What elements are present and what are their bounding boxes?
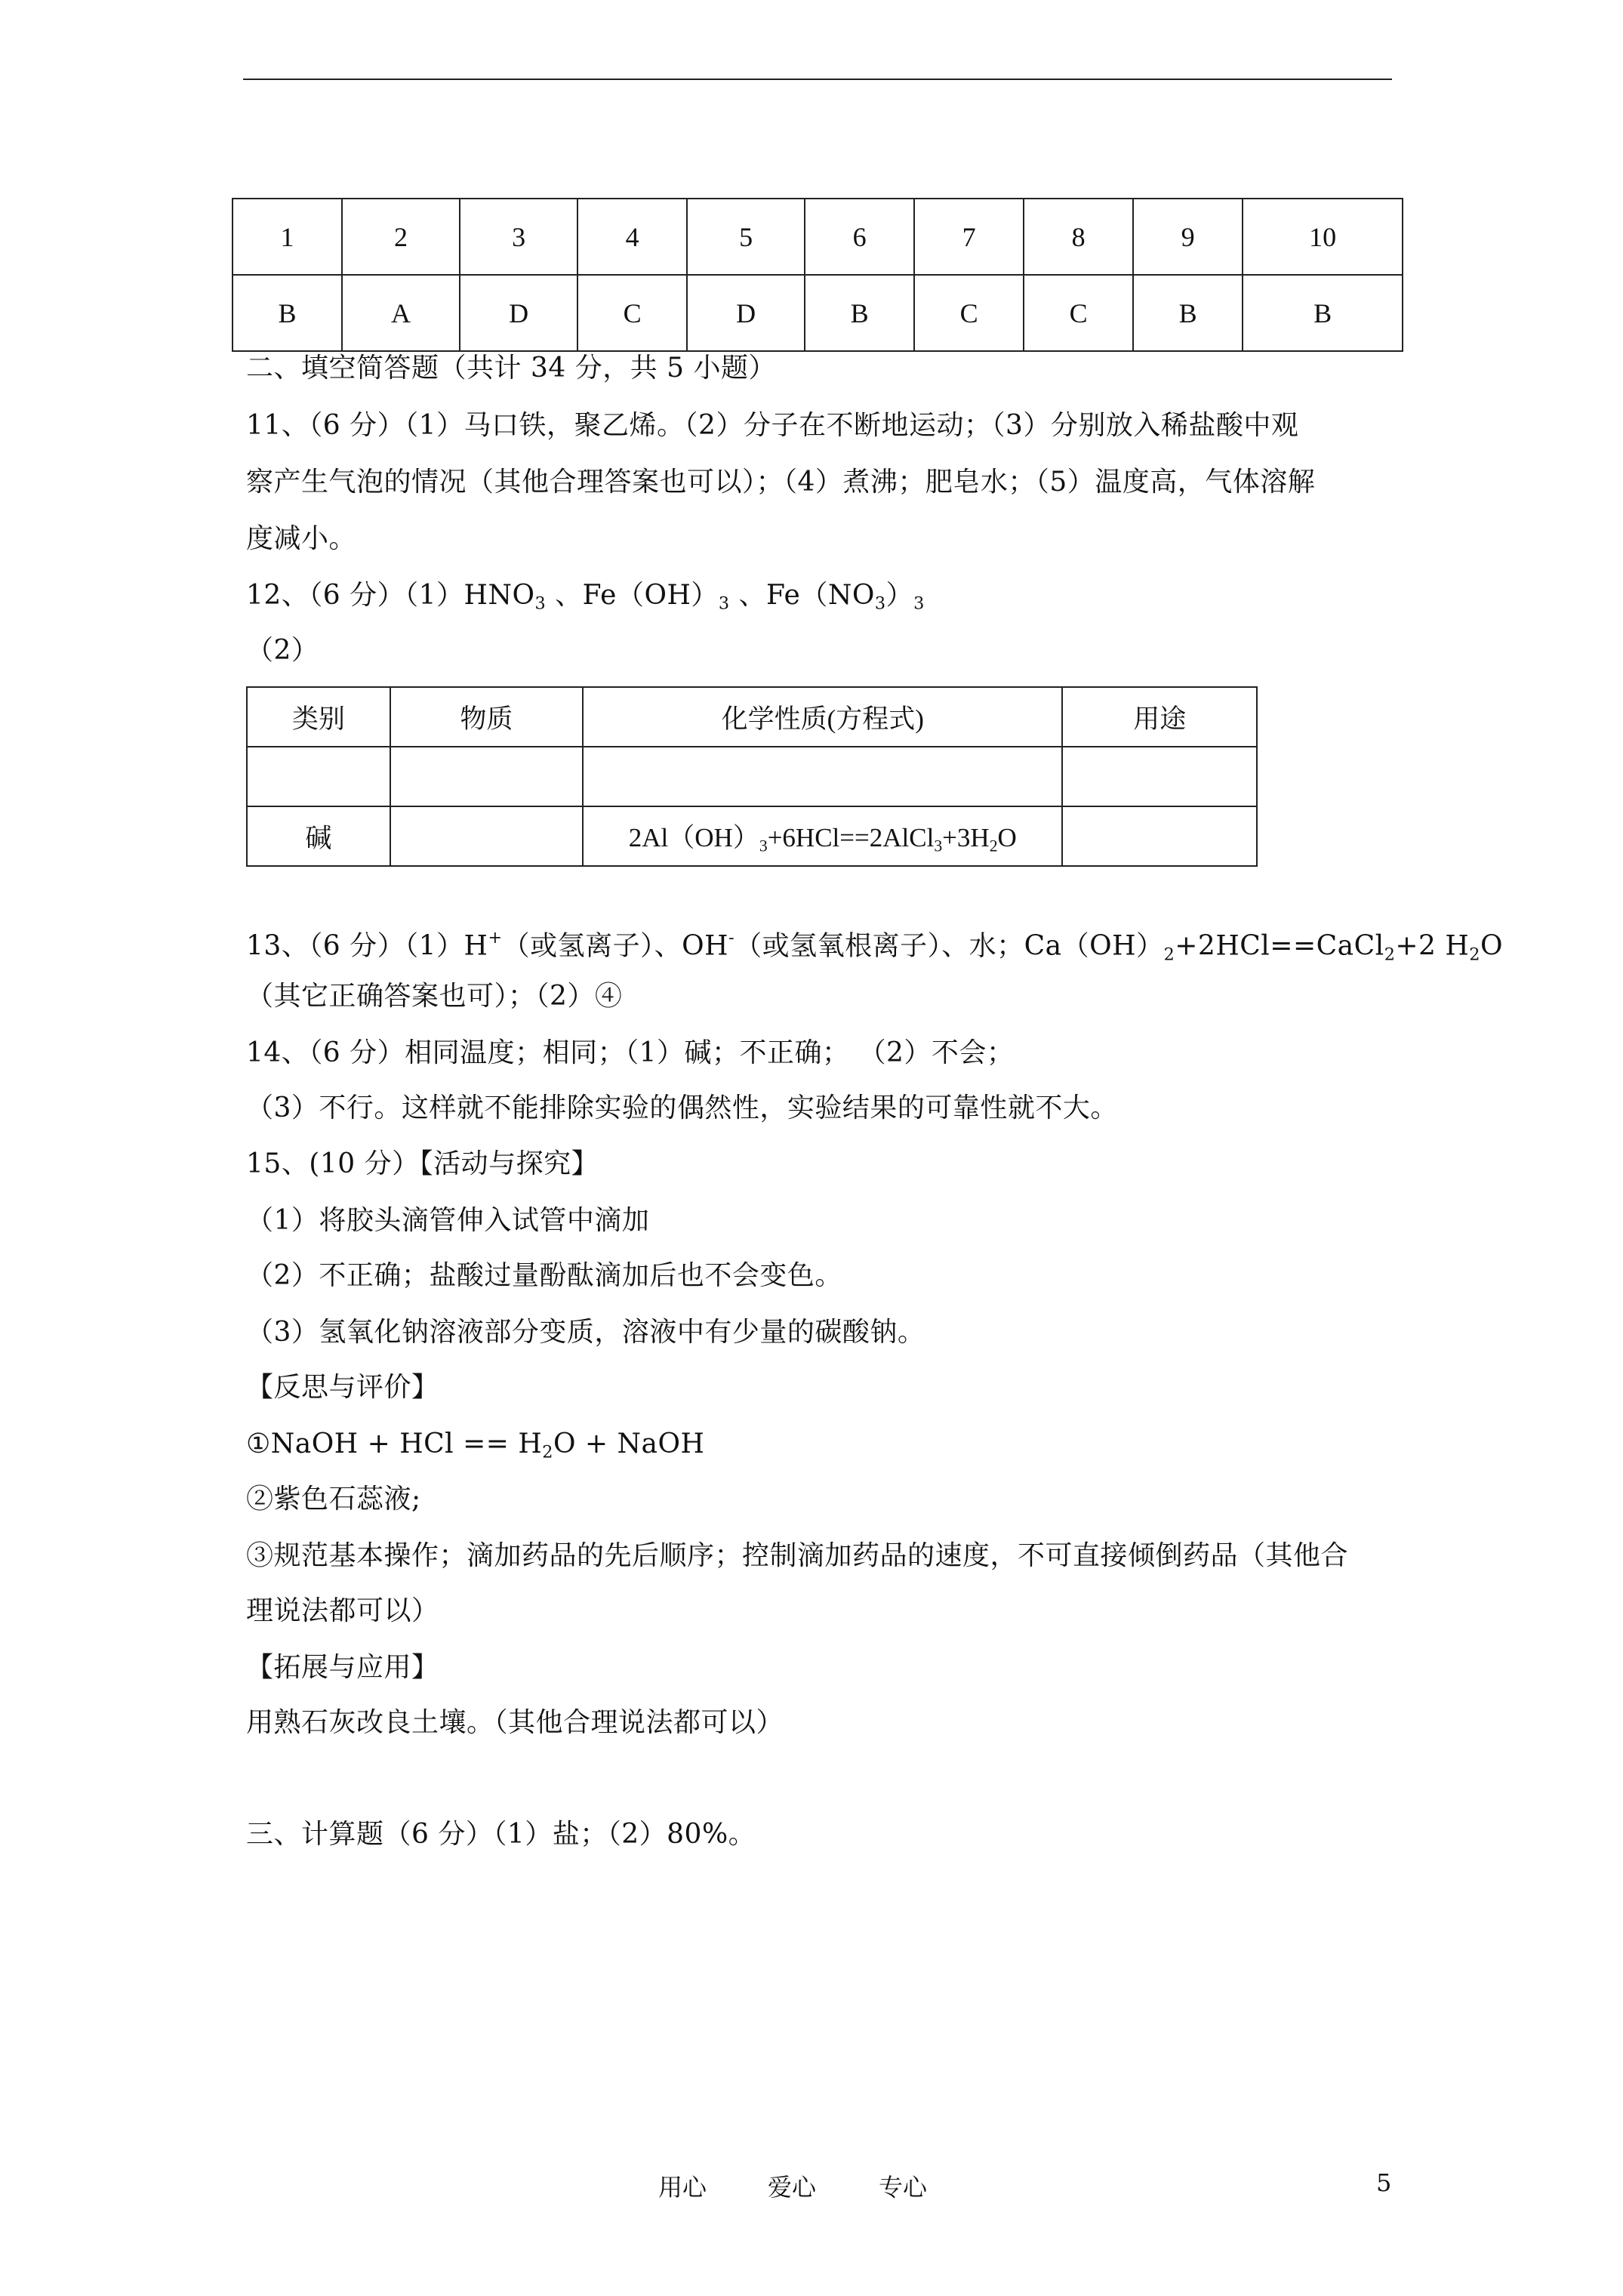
section2-heading: 二、填空简答题（共计 34 分，共 5 小题） <box>246 353 776 384</box>
table-cell: C <box>577 275 687 351</box>
table-cell: 8 <box>1024 199 1133 275</box>
table-cell <box>583 747 1062 806</box>
q12-table <box>246 686 1258 867</box>
text: 13、（6 分）（1）H <box>246 930 488 962</box>
table-cell: B <box>1243 275 1403 351</box>
q15-line7: ②紫色石蕊液; <box>246 1484 421 1515</box>
text: +2 H <box>1395 930 1470 962</box>
q14-line1: 14、（6 分）相同温度；相同；（1）碱；不正确； （2）不会； <box>246 1037 1015 1068</box>
footer-word-1: 用心 <box>658 2173 707 2202</box>
table-row <box>247 806 1257 866</box>
table-cell: 6 <box>805 199 914 275</box>
subscript: 2 <box>1384 945 1396 965</box>
subscript: 2 <box>989 837 998 855</box>
table-cell: B <box>1133 275 1243 351</box>
answer-table-answer-row <box>233 275 1403 351</box>
q14-line2: （3）不行。这样就不能排除实验的偶然性，实验结果的可靠性就不大。 <box>246 1093 1118 1123</box>
text: 12、（6 分）（1）HNO <box>246 580 535 611</box>
table-cell: 碱 <box>247 806 390 866</box>
table-header: 物质 <box>390 687 584 747</box>
table-cell <box>390 806 584 866</box>
answer-table <box>232 198 1403 352</box>
table-header: 类别 <box>247 687 390 747</box>
table-cell: 7 <box>914 199 1024 275</box>
table-cell <box>1062 806 1257 866</box>
table-cell: D <box>460 275 577 351</box>
answer-table-number-row <box>233 199 1403 275</box>
page-number: 5 <box>1376 2168 1392 2197</box>
subscript: 2 <box>1469 945 1480 965</box>
section3-line: 三、计算题（6 分）（1）盐；（2）80%。 <box>246 1819 756 1850</box>
q13-line1 <box>246 929 1503 963</box>
subscript: 3 <box>934 837 943 855</box>
q15-line1: 15、(10 分）【活动与探究】 <box>246 1148 599 1179</box>
q15-line11: 用熟石灰改良土壤。（其他合理说法都可以） <box>246 1707 784 1738</box>
text: O <box>1480 930 1504 962</box>
table-header: 用途 <box>1062 687 1257 747</box>
table-cell: B <box>233 275 342 351</box>
q15-line3: （2）不正确；盐酸过量酚酞滴加后也不会变色。 <box>246 1260 842 1291</box>
superscript: - <box>728 928 735 948</box>
text: ①NaOH + HCl == H <box>246 1428 543 1459</box>
subscript: 3 <box>913 593 925 614</box>
table-cell <box>1062 747 1257 806</box>
table-header: 化学性质(方程式) <box>583 687 1062 747</box>
subscript: 3 <box>759 837 768 855</box>
table-cell: C <box>914 275 1024 351</box>
q12-line1 <box>246 582 925 612</box>
subscript: 3 <box>534 593 547 614</box>
subscript: 3 <box>874 593 886 614</box>
text: O + NaOH <box>553 1428 705 1459</box>
table-cell-equation <box>583 806 1062 866</box>
table-row <box>247 747 1257 806</box>
text: +3H <box>942 822 990 852</box>
table-header-row <box>247 687 1257 747</box>
table-cell: 1 <box>233 199 342 275</box>
superscript: + <box>488 928 503 948</box>
subscript: 2 <box>1163 945 1175 965</box>
table-cell: 5 <box>687 199 805 275</box>
q12-part2-label: （2） <box>246 635 319 666</box>
footer-word-3: 专心 <box>879 2173 928 2202</box>
text: 、Fe（OH） <box>546 580 719 611</box>
text: +2HCl==CaCl <box>1175 930 1384 962</box>
subscript: 3 <box>718 593 730 614</box>
table-cell: D <box>687 275 805 351</box>
table-cell: 4 <box>577 199 687 275</box>
table-cell <box>247 747 390 806</box>
q15-line4: （3）氢氧化钠溶液部分变质，溶液中有少量的碳酸钠。 <box>246 1317 925 1348</box>
text: 2Al（OH） <box>628 822 759 852</box>
table-cell: 3 <box>460 199 577 275</box>
q13-line2: （其它正确答案也可）；（2）④ <box>246 981 623 1012</box>
q15-equation <box>246 1428 705 1462</box>
text: （或氢氧根离子）、水；Ca（OH） <box>735 930 1164 962</box>
table-cell: B <box>805 275 914 351</box>
table-cell: 10 <box>1243 199 1403 275</box>
q15-line8: ③规范基本操作；滴加药品的先后顺序；控制滴加药品的速度，不可直接倾倒药品（其他合 <box>246 1540 1349 1571</box>
q15-line5: 【反思与评价】 <box>246 1372 439 1403</box>
q11-line1: 11、（6 分）（1）马口铁，聚乙烯。（2）分子在不断地运动；（3）分别放入稀盐酸中观 <box>246 410 1299 441</box>
footer-word-2: 爱心 <box>768 2173 817 2202</box>
q11-line2: 察产生气泡的情况（其他合理答案也可以）；（4）煮沸；肥皂水；（5）温度高，气体溶解 <box>246 467 1316 498</box>
text: +6HCl==2AlCl <box>767 822 935 852</box>
table-cell: A <box>342 275 460 351</box>
subscript: 2 <box>542 1442 553 1462</box>
text: ） <box>885 580 914 611</box>
header-rule <box>243 79 1392 80</box>
table-cell: 9 <box>1133 199 1243 275</box>
text: O <box>997 822 1017 852</box>
q11-line3: 度减小。 <box>246 523 357 554</box>
table-cell: C <box>1024 275 1133 351</box>
q15-line9: 理说法都可以） <box>246 1595 439 1626</box>
q15-line2: （1）将胶头滴管伸入试管中滴加 <box>246 1205 650 1236</box>
table-cell <box>390 747 584 806</box>
q15-line10: 【拓展与应用】 <box>246 1652 439 1683</box>
text: （或氢离子）、OH <box>502 930 729 962</box>
table-cell: 2 <box>342 199 460 275</box>
text: 、Fe（NO <box>729 580 875 611</box>
